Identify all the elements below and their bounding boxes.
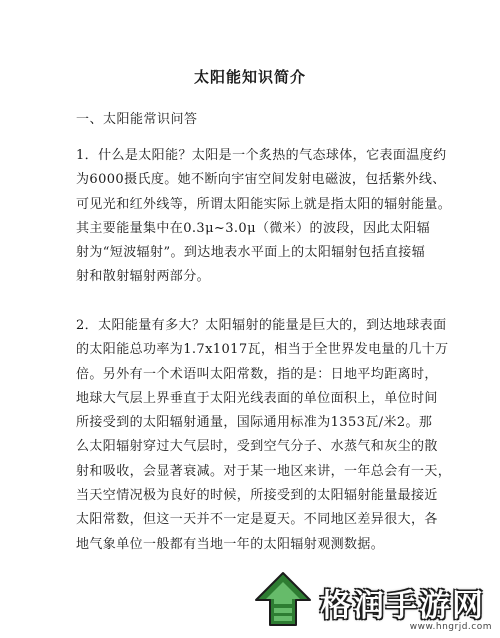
paragraph-line: 射和散射辐射两部分。: [76, 269, 211, 285]
document-title: 太阳能知识简介: [193, 68, 306, 86]
paragraph-solar-energy-amount: [76, 314, 452, 557]
paragraph-line: 倍。另外有一个术语叫太阳常数，指的是：日地平均距离时，: [76, 366, 438, 382]
paragraph-what-is-solar: [76, 144, 452, 290]
paragraph-line: 其主要能量集中在0.3μ~3.0μ（微米）的波段，因此太阳辐: [76, 220, 431, 236]
paragraph-line: 所接受到的太阳辐射通量，国际通用标准为1353瓦/米2。那: [76, 415, 433, 431]
paragraph-line: 射为“短波辐射”。到达地表水平面上的太阳辐射包括直接辐: [76, 245, 426, 261]
watermark-url: www.hngrjd.com: [409, 622, 492, 632]
paragraph-line: 为6000摄氏度。她不断向宇宙空间发射电磁波，包括紫外线、: [76, 172, 446, 188]
paragraph-line: 太阳常数，但这一天并不一定是夏天。不同地区差异很大，各: [76, 512, 438, 528]
watermark-brand-text: 格润手游网: [320, 588, 485, 624]
paragraph-line: 可见光和红外线等，所谓太阳能实际上就是指太阳的辐射能量。: [76, 196, 452, 212]
paragraph-line: 射和吸收，会显著衰减。对于某一地区来讲，一年总会有一天，: [76, 463, 452, 479]
section-heading: 一、太阳能常识问答: [76, 112, 198, 127]
site-watermark: [246, 566, 500, 638]
paragraph-line: 当天空情况极为良好的时候，所接受到的太阳辐射能量最接近: [76, 488, 438, 504]
paragraph-line: 地球大气层上界垂直于太阳光线表面的单位面积上，单位时间: [76, 390, 438, 406]
green-arrow-logo-icon: [252, 570, 314, 628]
paragraph-line: 1．什么是太阳能？太阳是一个炙热的气态球体，它表面温度约: [76, 148, 447, 163]
paragraph-line: 地气象单位一般都有当地一年的太阳辐射观测数据。: [76, 536, 385, 552]
paragraph-line: 么太阳辐射穿过大气层时，受到空气分子、水蒸气和灰尘的散: [76, 439, 438, 455]
paragraph-line: 2．太阳能量有多大？太阳辐射的能量是巨大的，到达地球表面: [76, 318, 447, 333]
paragraph-line: 的太阳能总功率为1.7x1017瓦，相当于全世界发电量的几十万: [76, 342, 449, 358]
